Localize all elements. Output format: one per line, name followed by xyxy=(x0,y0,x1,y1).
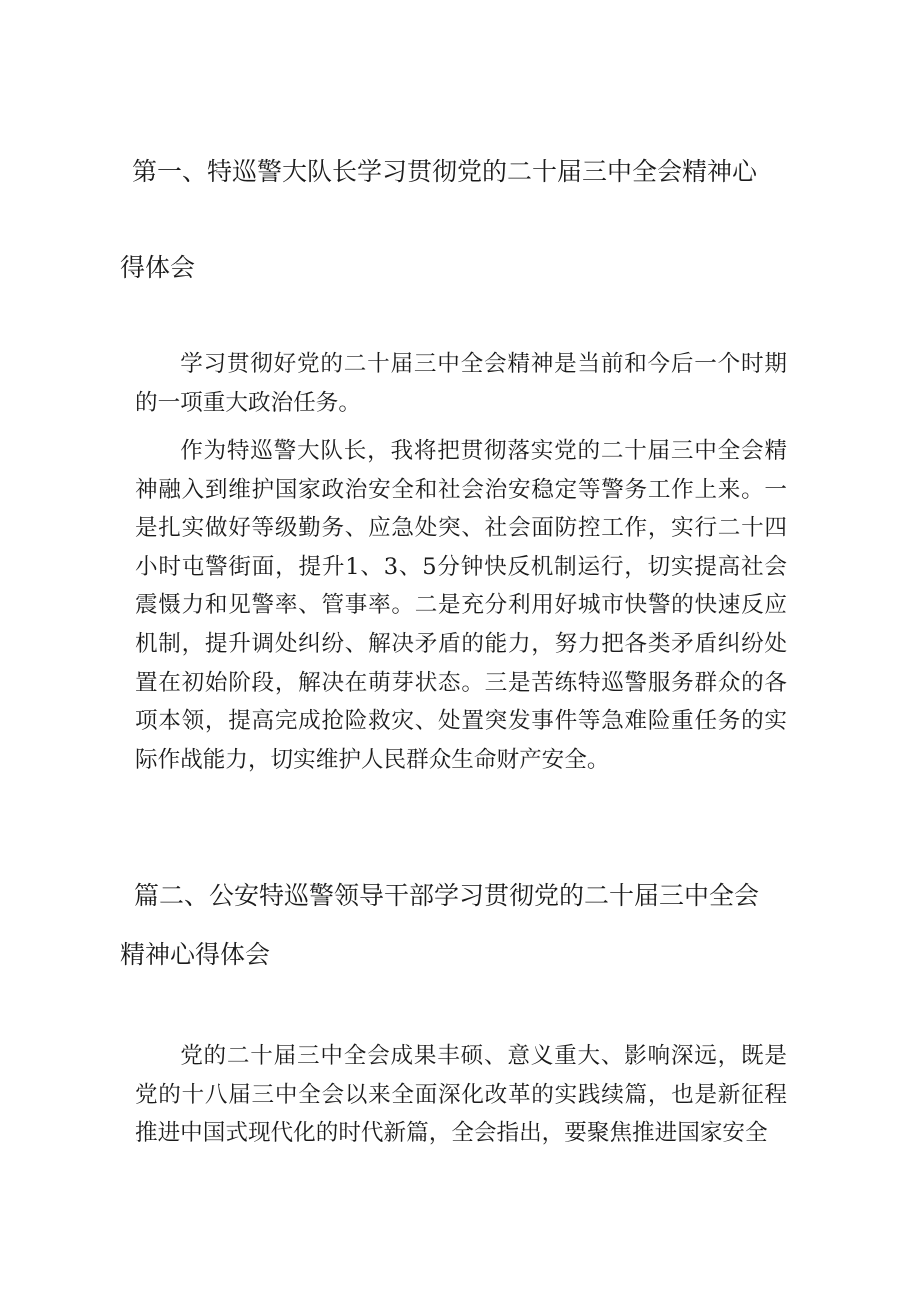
section-1-paragraph-2: 作为特巡警大队长，我将把贯彻落实党的二十届三中全会精神融入到维护国家政治安全和社会治安稳定等警务工作上来。一是扎实做好等级勤务、应急处突、社会面防控工作，实行二十四小时屯警街面，提升1、3、5分钟快反机制运行，切实提高社会震慑力和见警率、管事率。二是充分利用好城市快警的快速反应机制，提升调处纠纷、解决矛盾的能力，努力把各类矛盾纠纷处置在初始阶段，解决在萌芽状态。三是苦练特巡警服务群众的各项本领，提高完成抢险救灾、处置突发事件等急难险重任务的实际作战能力，切实维护人民群众生命财产安全。 xyxy=(135,438,787,773)
section-2-paragraph-1: 党的二十届三中全会成果丰硕、意义重大、影响深远，既是党的十八届三中全会以来全面深化改革的实践续篇，也是新征程推进中国式现代化的时代新篇，全会指出，要聚焦推进国家安全 xyxy=(135,1043,787,1147)
section-1-title-line-1: 第一、特巡警大队长学习贯彻党的二十届三中全会精神心 xyxy=(132,157,758,186)
section-1-paragraph-1: 学习贯彻好党的二十届三中全会精神是当前和今后一个时期的一项重大政治任务。 xyxy=(135,351,787,416)
section-2-title-line-1: 篇二、公安特巡警领导干部学习贯彻党的二十届三中全会 xyxy=(134,881,760,910)
section-1-title-line-2: 得体会 xyxy=(120,253,196,282)
section-2-title-line-2: 精神心得体会 xyxy=(120,940,271,969)
